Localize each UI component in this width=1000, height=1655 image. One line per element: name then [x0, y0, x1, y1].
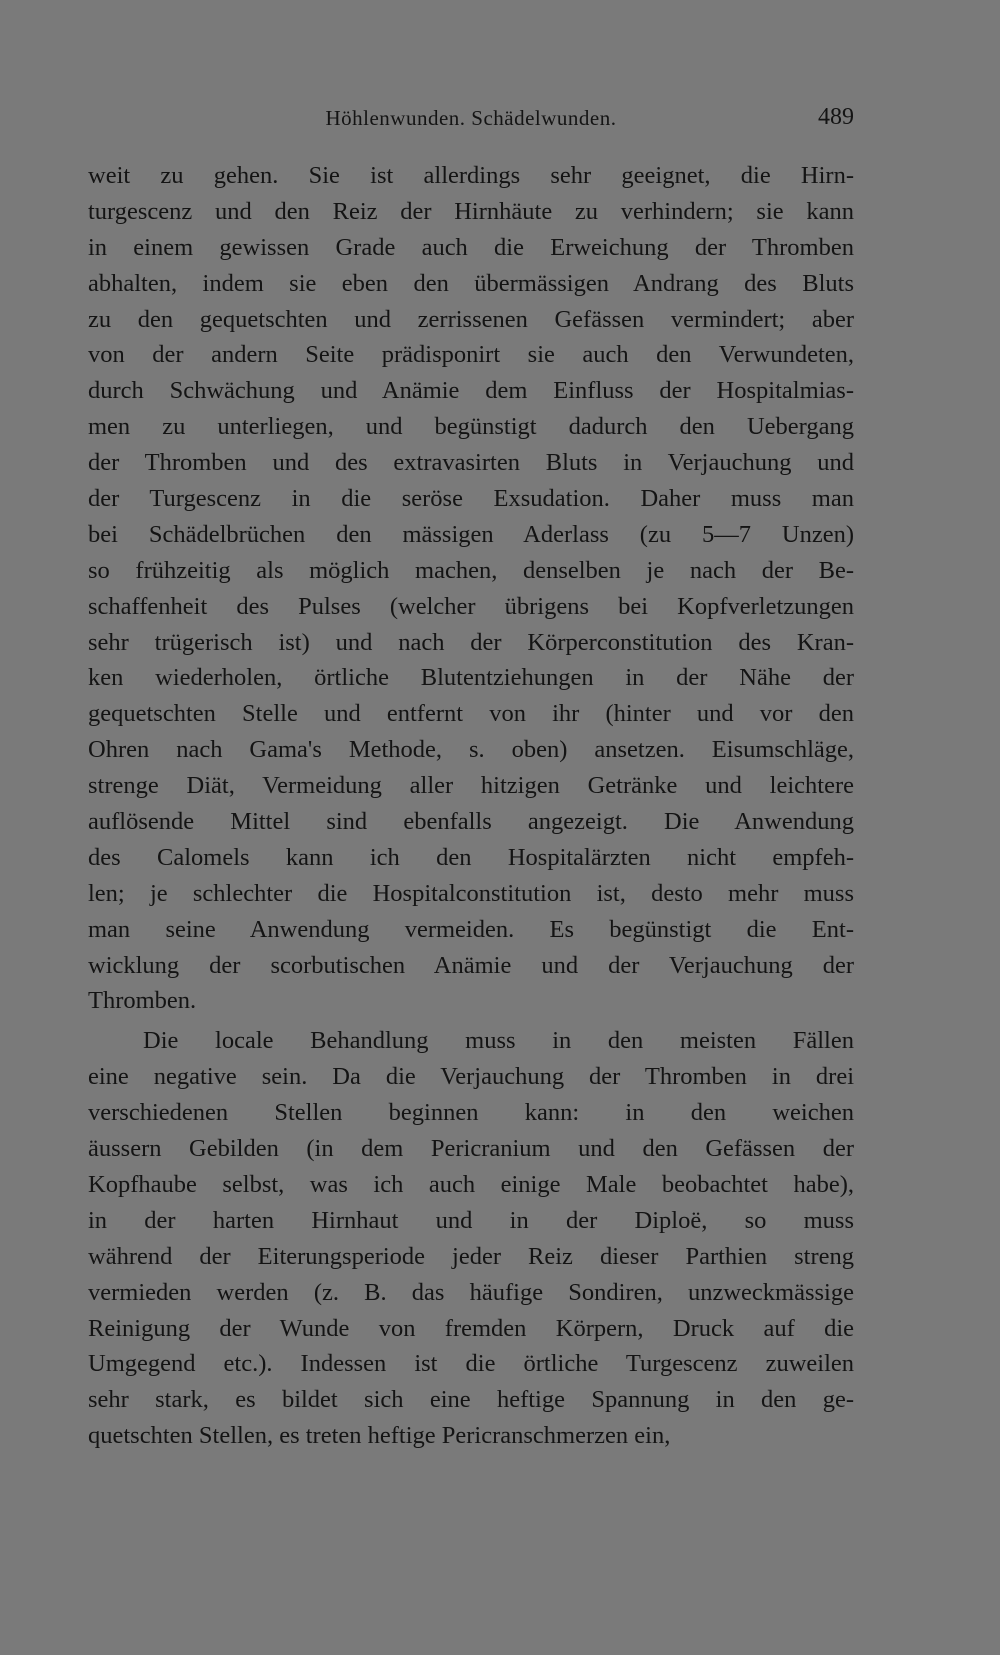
text-line: der Turgescenz in die seröse Exsudation. Daher muss man: [88, 485, 854, 513]
text-line: in einem gewissen Grade auch die Erweichung der Thromben: [88, 233, 854, 261]
text-line: bei Schädelbrüchen den mässigen Aderlass (zu 5—7 Unzen): [88, 520, 854, 548]
text-line: sehr trügerisch ist) und nach der Körperconstitution des Kran-: [88, 628, 854, 656]
text-line: Ohren nach Gama's Methode, s. oben) ansetzen. Eisumschläge,: [88, 736, 854, 764]
text-line: len; je schlechter die Hospitalconstitution ist, desto mehr muss: [88, 879, 854, 907]
running-header: [88, 100, 854, 136]
text-line: durch Schwächung und Anämie dem Einfluss der Hospitalmias-: [88, 377, 854, 405]
text-line: so frühzeitig als möglich machen, denselben je nach der Be-: [88, 556, 854, 584]
text-line: in der harten Hirnhaut und in der Diploë, so muss: [88, 1206, 854, 1234]
text-line: men zu unterliegen, und begünstigt dadurch den Uebergang: [88, 413, 854, 441]
text-line: von der andern Seite prädisponirt sie auch den Verwundeten,: [88, 341, 854, 369]
text-line: wicklung der scorbutischen Anämie und der Verjauchung der: [88, 951, 854, 979]
text-line: strenge Diät, Vermeidung aller hitzigen Getränke und leichtere: [88, 772, 854, 800]
text-line: verschiedenen Stellen beginnen kann: in den weichen: [88, 1099, 854, 1127]
text-line: abhalten, indem sie eben den übermässigen Andrang des Bluts: [88, 269, 854, 297]
text-line: sehr stark, es bildet sich eine heftige Spannung in den ge-: [88, 1386, 854, 1414]
text-line: Thromben.: [88, 987, 197, 1015]
text-line: Die locale Behandlung muss in den meisten Fällen: [143, 1027, 854, 1055]
text-line: schaffenheit des Pulses (welcher übrigens bei Kopfverletzungen: [88, 592, 854, 620]
text-line: vermieden werden (z. B. das häufige Sondiren, unzweckmässige: [88, 1278, 854, 1306]
text-line: weit zu gehen. Sie ist allerdings sehr geeignet, die Hirn-: [88, 162, 854, 189]
paragraph-2: [88, 1023, 854, 1454]
text-line: während der Eiterungsperiode jeder Reiz dieser Parthien streng: [88, 1242, 854, 1270]
text-line: eine negative sein. Da die Verjauchung der Thromben in drei: [88, 1063, 854, 1091]
text-line: quetschten Stellen, es treten heftige Pericranschmerzen ein,: [88, 1422, 671, 1450]
text-line: auflösende Mittel sind ebenfalls angezeigt. Die Anwendung: [88, 808, 854, 836]
text-line: Umgegend etc.). Indessen ist die örtliche Turgescenz zuweilen: [88, 1350, 854, 1378]
page-number: 489: [818, 104, 854, 130]
text-line: des Calomels kann ich den Hospitalärzten nicht empfeh-: [88, 843, 854, 871]
text-line: gequetschten Stelle und entfernt von ihr (hinter und vor den: [88, 700, 854, 728]
text-line: Kopfhaube selbst, was ich auch einige Male beobachtet habe),: [88, 1170, 854, 1198]
body-text: [88, 158, 854, 1454]
text-line: ken wiederholen, örtliche Blutentziehungen in der Nähe der: [88, 664, 854, 692]
paragraph-1: [88, 158, 854, 1019]
running-title: Höhlenwunden. Schädelwunden.: [325, 106, 617, 130]
text-line: Reinigung der Wunde von fremden Körpern, Druck auf die: [88, 1314, 854, 1342]
text-line: turgescenz und den Reiz der Hirnhäute zu verhindern; sie kann: [88, 197, 854, 225]
text-line: äussern Gebilden (in dem Pericranium und den Gefässen der: [88, 1135, 854, 1163]
text-line: der Thromben und des extravasirten Bluts in Verjauchung und: [88, 449, 854, 477]
text-line: zu den gequetschten und zerrissenen Gefässen vermindert; aber: [88, 305, 854, 333]
text-line: man seine Anwendung vermeiden. Es begünstigt die Ent-: [88, 915, 854, 943]
